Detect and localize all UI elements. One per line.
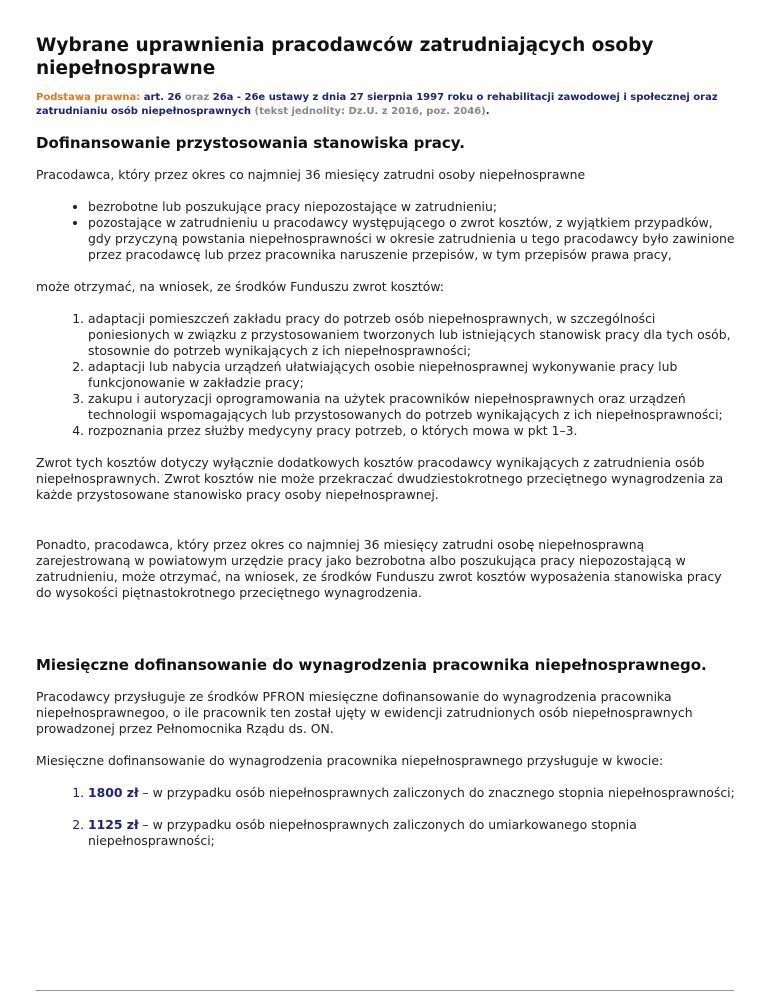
section-heading-workstation-adaptation: Dofinansowanie przystosowania stanowiska pracy. <box>36 134 465 152</box>
list-item: 3. zakupu i autoryzacji oprogramowania na użytek pracowników niepełnosprawnych oraz urządzeń technologii wspomagających lub przystosowanych do potrzeb wynikających z ich niepełnosprawności; <box>88 391 736 423</box>
list-item: 4. rozpoznania przez służby medycyny pracy potrzeb, o których mowa w pkt 1–3. <box>88 423 736 439</box>
section2-intro: Pracodawcy przysługuje ze środków PFRON miesięczne dofinansowanie do wynagrodzenia pracownika niepełnosprawnegoo, o ile pracownik ten został ujęty w ewidencji zatrudnionych osób niepełnosprawnych prowadzonej przez Pełnomocnika Rządu ds. ON. <box>36 689 693 736</box>
amount-list <box>36 785 736 849</box>
section2-lead: Miesięczne dofinansowanie do wynagrodzenia pracownika niepełnosprawnego przysługuje w kwocie: <box>36 753 664 768</box>
legal-ref-art-26-link[interactable]: art. 26 <box>143 92 182 103</box>
amount-value: 1125 zł <box>88 817 139 832</box>
cost-list <box>36 311 736 439</box>
page-title: Wybrane uprawnienia pracodawców zatrudniających osoby niepełnosprawne <box>36 35 654 79</box>
eligibility-list <box>36 199 736 263</box>
legal-basis-source: (tekst jednolity: Dz.U. z 2016, poz. 2046) <box>254 106 486 117</box>
amount-value: 1800 zł <box>88 785 139 800</box>
amount-description: – w przypadku osób niepełnosprawnych zaliczonych do znacznego stopnia niepełnosprawności; <box>138 785 735 800</box>
list-item <box>88 817 736 849</box>
legal-basis-end: . <box>485 106 490 117</box>
legal-ref-act-link[interactable]: 26a - 26e ustawy z dnia 27 sierpnia 1997 roku o rehabilitacji zawodowej i społecznej oraz zatrudnianiu osób niepełnosprawnych <box>36 92 718 117</box>
list-item: • pozostające w zatrudnieniu u pracodawcy występującego o zwrot kosztów, z wyjątkiem przypadków, gdy przyczyną powstania niepełnosprawności w okresie zatrudnienia u tego pracodawcy było zawinione przez pracodawcę lub przez pracownika naruszenie przepisów, w tym przepisów prawa pracy, <box>88 215 736 263</box>
legal-basis-conjunction: oraz <box>184 92 210 103</box>
page-bottom-divider <box>36 990 734 991</box>
list-item <box>88 785 736 801</box>
document-page <box>36 34 736 865</box>
amount-description: – w przypadku osób niepełnosprawnych zaliczonych do umiarkowanego stopnia niepełnosprawności; <box>88 817 637 848</box>
legal-basis-label: Podstawa prawna: <box>36 92 141 103</box>
list-item: 1. adaptacji pomieszczeń zakładu pracy do potrzeb osób niepełnosprawnych, w szczególności poniesionych w związku z przystosowaniem tworzonych lub istniejących stanowisk pracy dla tych osób, stosownie do potrzeb wynikających z ich niepełnosprawności; <box>88 311 736 359</box>
legal-basis <box>36 91 736 119</box>
section1-note: Zwrot tych kosztów dotyczy wyłącznie dodatkowych kosztów pracodawcy wynikających z zatrudnienia osób niepełnosprawnych. Zwrot kosztów nie może przekraczać dwudziestokrotnego przeciętnego wynagrodzenia za każde przystosowane stanowisko pracy osoby niepełnosprawnej. <box>36 455 724 502</box>
list-item: 2. adaptacji lub nabycia urządzeń ułatwiających osobie niepełnosprawnej wykonywanie pracy lub funkcjonowanie w zakładzie pracy; <box>88 359 736 391</box>
section1-mid: może otrzymać, na wniosek, ze środków Funduszu zwrot kosztów: <box>36 279 444 294</box>
section1-intro: Pracodawca, który przez okres co najmniej 36 miesięcy zatrudni osoby niepełnosprawne <box>36 167 586 182</box>
list-item: • bezrobotne lub poszukujące pracy niepozostające w zatrudnieniu; <box>88 199 736 215</box>
section-heading-salary-subsidy: Miesięczne dofinansowanie do wynagrodzenia pracownika niepełnosprawnego. <box>36 656 707 674</box>
section1-extra: Ponadto, pracodawca, który przez okres co najmniej 36 miesięcy zatrudni osobę niepełnosprawną zarejestrowaną w powiatowym urzędzie pracy jako bezrobotna albo poszukująca pracy niepozostającą w zatrudnieniu, może otrzymać, na wniosek, ze środków Funduszu zwrot kosztów wyposażenia stanowiska pracy do wysokości piętnastokrotnego przeciętnego wynagrodzenia. <box>36 537 722 600</box>
